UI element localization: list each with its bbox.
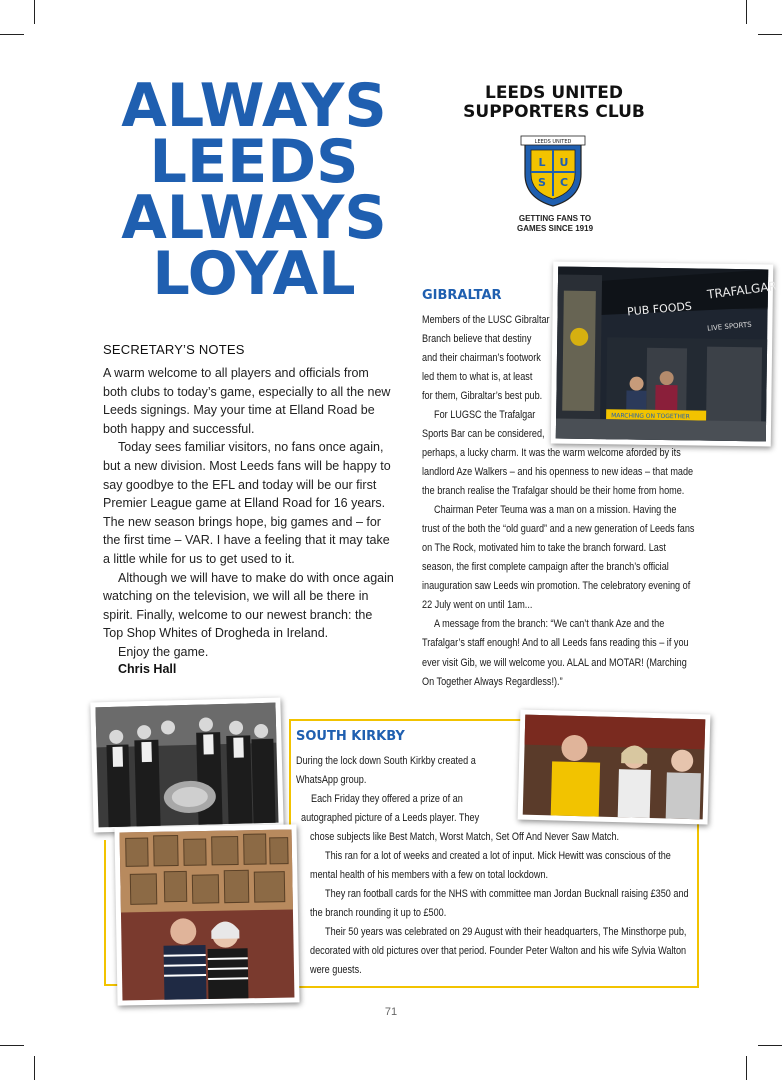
crop-mark	[746, 0, 747, 24]
club-name	[440, 84, 668, 122]
secretary-notes-body	[103, 364, 395, 662]
text-line: Each Friday they offered a prize of an	[311, 793, 463, 805]
svg-text:S: S	[538, 176, 546, 189]
gibraltar-body	[422, 311, 554, 444]
text-line: autographed picture of a Leeds player. They	[301, 812, 480, 824]
paragraph: Today sees familiar visitors, no fans once again, but a new division. Most Leeds fans will be happy to say goodbye to the EFL and today will be our first Premier League game at Elland Road for 16 years. The new season brings hope, big games and – for the first time – VAR. I have a feeling that it may take a little while for us to get used to it.	[103, 440, 391, 566]
text-line: were guests.	[310, 964, 362, 976]
headline-line: ALWAYS	[121, 183, 387, 253]
headline-line: ALWAYS	[121, 71, 387, 141]
text-line: This ran for a lot of weeks and created a lot of input. Mick Hewitt was conscious of the	[325, 850, 671, 862]
paragraph: A message from the branch: “We can’t thank Aze and the Trafalgar’s staff enough! And to all Leeds fans reading this – if you ever visit Gib, we will welcome you. ALAL and MOTAR! (Marching On Together Always Regardless!).”	[422, 618, 689, 688]
crop-mark	[0, 1045, 24, 1046]
text-line: Their 50 years was celebrated on 29 August with their headquarters, The Minsthorpe pub,	[325, 926, 687, 938]
page-number: 71	[384, 1006, 398, 1018]
svg-text:L: L	[538, 156, 546, 169]
south-kirkby-couple-photo	[114, 824, 299, 1005]
gibraltar-heading: GIBRALTAR	[422, 288, 502, 303]
pub-sign-text: TRAFALGAR	[706, 278, 778, 302]
tagline-line2: GAMES SINCE 1919	[516, 224, 594, 233]
club-crest-logo	[519, 134, 587, 208]
text-line: chose subjects like Best Match, Worst Match, Set Off And Never Saw Match.	[310, 831, 620, 843]
text-line: decorated with old pictures over that period. Founder Peter Walton and his wife Sylvia Walton	[310, 945, 687, 957]
south-kirkby-heading: SOUTH KIRKBY	[296, 729, 405, 744]
south-kirkby-archive-photo	[90, 698, 283, 833]
group-photo-image	[523, 715, 706, 820]
crop-mark	[0, 34, 24, 35]
crop-mark	[758, 1045, 782, 1046]
headline	[107, 71, 401, 309]
paragraph: Although we will have to make do with once again watching on the television, we will all be there in spirit. Finally, welcome to our newest branch: the Top Shop Whites of Drogheda in Ireland.	[103, 570, 394, 641]
crop-mark	[758, 34, 782, 35]
text-line: mental health of his members with a few on total lockdown.	[310, 869, 549, 881]
headline-line: LEEDS	[149, 127, 359, 197]
archive-photo-image	[95, 703, 278, 828]
svg-text:LEEDS UNITED: LEEDS UNITED	[534, 139, 572, 145]
paragraph: perhaps, a lucky charm. It was the warm welcome aforded by its landlord Aze Walkers – and his openness to new ideas – that made the branch realise the Trafalgar should be their home from home.	[422, 447, 694, 498]
text-line: WhatsApp group.	[296, 774, 367, 786]
club-name-line2: SUPPORTERS CLUB	[463, 102, 645, 122]
tagline-line1: GETTING FANS TO	[518, 214, 592, 223]
paragraph: Enjoy the game.	[118, 644, 209, 659]
text-line: For LUGSC the Trafalgar	[434, 409, 536, 422]
gibraltar-body-continued	[422, 444, 695, 692]
text-line: and their chairman’s footwork	[422, 352, 541, 365]
svg-text:U: U	[559, 156, 569, 169]
headline-line: LOYAL	[152, 239, 356, 309]
pub-sign-sports: LIVE SPORTS	[706, 320, 752, 333]
signature: Chris Hall	[118, 662, 177, 676]
banner-text: MARCHING ON TOGETHER	[611, 412, 690, 421]
south-kirkby-group-photo	[518, 710, 711, 825]
text-line: During the lock down South Kirkby created a	[296, 755, 476, 767]
crop-mark	[746, 1056, 747, 1080]
paragraph: Chairman Peter Teuma was a man on a mission. Having the trust of the both the “old guard” and a new generation of Leeds fans on The Rock, motivated him to take the branch forward. Last season, the first complete campaign after the branch’s official inauguration saw Leeds win promotion. The celebratory evening of 22 July went on until 1am...	[422, 504, 695, 612]
paragraph: A warm welcome to all players and officials from both clubs to today’s game, especially to all the new Leeds signings. May your time at Elland Road be both happy and successful.	[103, 366, 391, 436]
text-line: Members of the LUSC Gibraltar	[422, 314, 550, 326]
text-line: Sports Bar can be considered,	[422, 428, 545, 441]
secretary-notes-heading: SECRETARY’S NOTES	[103, 342, 245, 357]
crop-mark	[34, 0, 35, 24]
pub-photo-image	[556, 267, 778, 442]
text-line: Branch believe that destiny	[422, 333, 532, 346]
text-line: They ran football cards for the NHS with committee man Jordan Bucknall raising £350 and	[325, 888, 689, 900]
crop-mark	[34, 1056, 35, 1080]
text-line: the branch rounding it up to £500.	[310, 907, 447, 919]
club-tagline	[500, 214, 610, 234]
svg-text:C: C	[559, 176, 569, 189]
text-line: for them, Gibraltar’s best pub.	[422, 390, 543, 403]
couple-photo-image	[120, 830, 295, 1001]
text-line: led them to what is, at least	[422, 371, 533, 384]
gibraltar-pub-photo	[551, 261, 778, 446]
club-name-line1: LEEDS UNITED	[484, 83, 623, 103]
pub-sign-foods: PUB FOODS	[626, 299, 693, 319]
